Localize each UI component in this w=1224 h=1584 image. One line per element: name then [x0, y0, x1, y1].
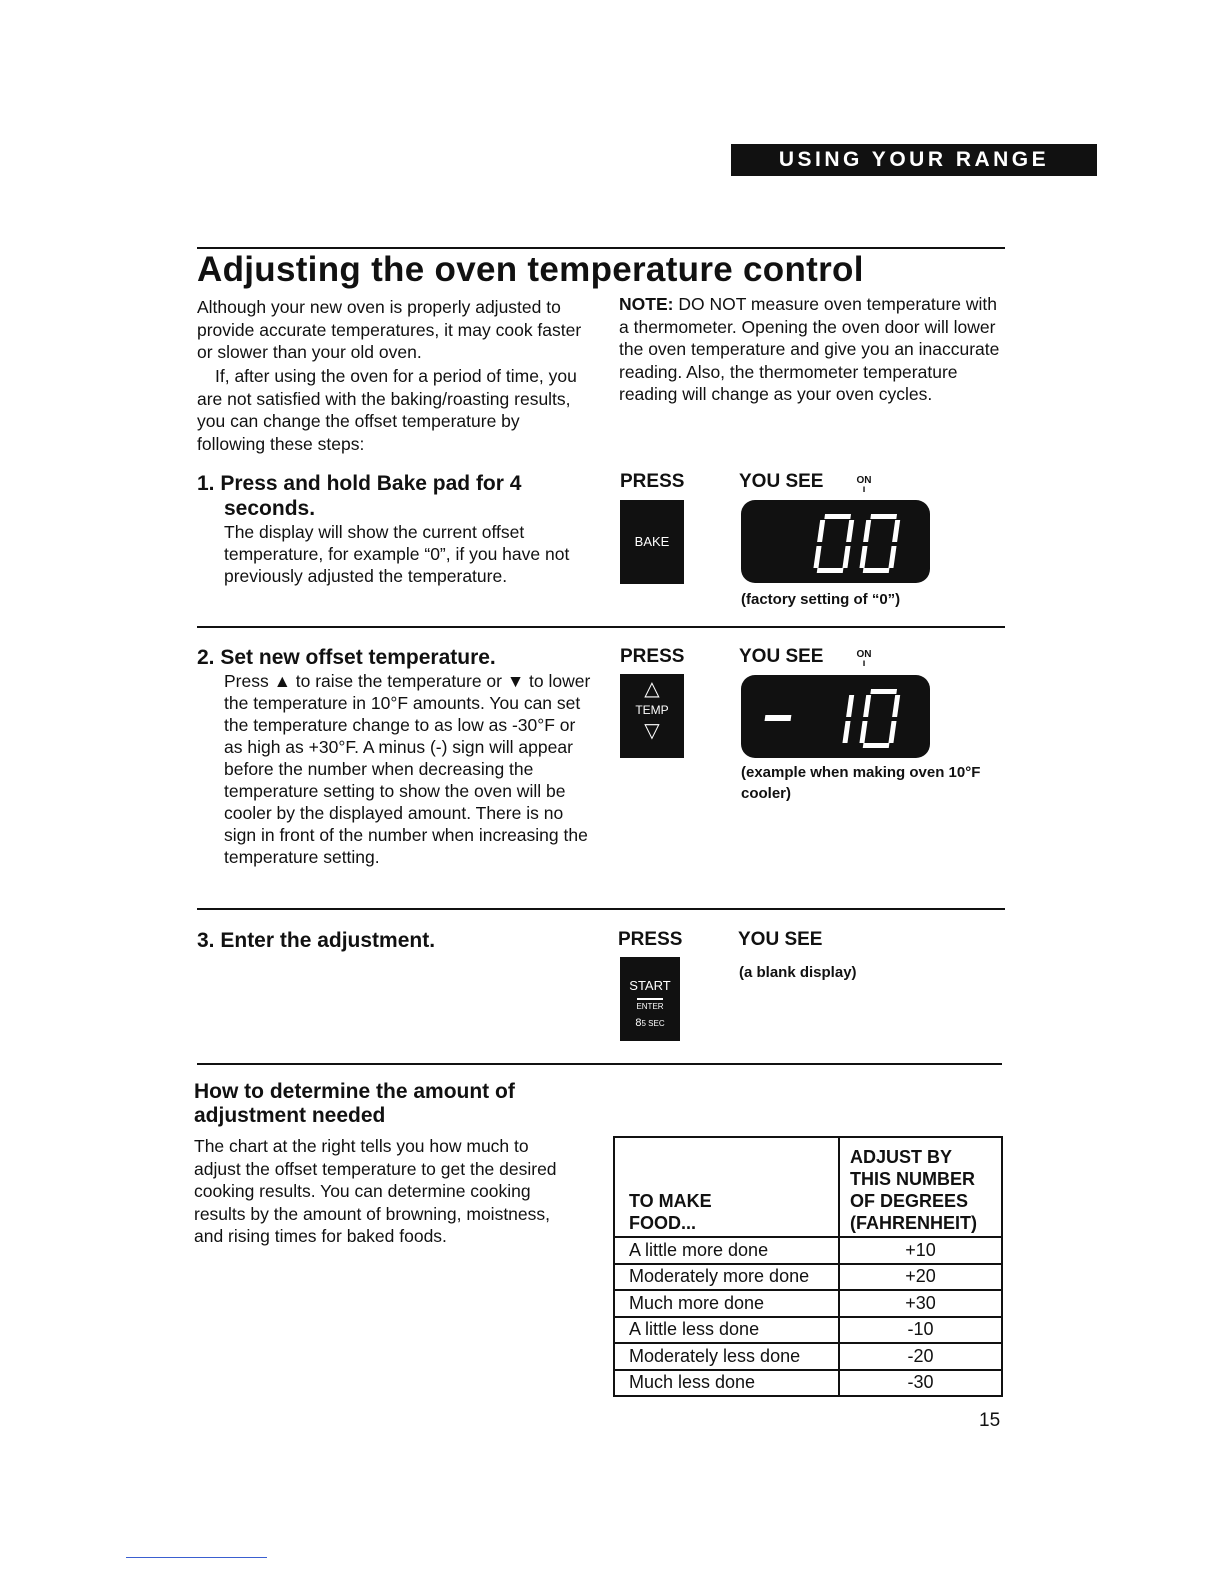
step-3-yousee-label: YOU SEE: [738, 929, 823, 950]
table-cell-food: Much less done: [614, 1370, 839, 1397]
lcd-digits-00: [741, 500, 930, 583]
table-cell-degrees: +20: [839, 1264, 1002, 1291]
start-enter-pad-button[interactable]: [620, 957, 680, 1041]
note-text: DO NOT measure oven temperature with a thermometer. Opening the oven door will lower the oven temperature and give you an inaccurate reading. Also, the thermometer temperature reading will change as your oven cycles.: [619, 294, 1000, 404]
step-2-title-text: Set new offset temperature.: [220, 646, 496, 669]
note-label: NOTE:: [619, 294, 674, 314]
how-to-heading: How to determine the amount of adjustment needed: [194, 1080, 515, 1127]
table-cell-degrees: +10: [839, 1237, 1002, 1264]
title-rule: [197, 247, 1005, 249]
table-cell-degrees: -30: [839, 1370, 1002, 1397]
table-row: [614, 1317, 1002, 1344]
table-row: [614, 1237, 1002, 1264]
step-3-number: 3.: [197, 929, 215, 952]
adjustment-table-wrapper: [613, 1136, 1003, 1397]
adjustment-table: [613, 1136, 1003, 1397]
note-paragraph: [619, 293, 1009, 406]
footer-line: [126, 1557, 267, 1558]
table-row: [614, 1264, 1002, 1291]
timer-row: [620, 1016, 680, 1031]
header-food-line-1: TO MAKE: [629, 1191, 712, 1211]
table-cell-food: A little less done: [614, 1317, 839, 1344]
temp-down-arrow-icon[interactable]: ▽: [644, 720, 660, 742]
step-2-press-label: PRESS: [620, 646, 685, 667]
table-cell-food: Moderately more done: [614, 1264, 839, 1291]
table-cell-food: Much more done: [614, 1290, 839, 1317]
how-to-body: The chart at the right tells you how much to adjust the offset temperature to get the desired cooking results. You can determine cooking results by the amount of browning, moistness, and rising times for baked foods.: [194, 1136, 557, 1246]
lcd-digits-minus-10: [741, 675, 930, 758]
page-number: 15: [979, 1410, 1001, 1431]
temp-up-arrow-icon[interactable]: △: [644, 678, 660, 700]
step-1-caption: (factory setting of “0”): [741, 591, 901, 608]
table-header-adjust: [839, 1137, 1002, 1237]
step-2-number: 2.: [197, 646, 215, 669]
step-1-description: The display will show the current offset temperature, for example “0”, if you have not previously adjusted the temperature.: [224, 522, 570, 586]
step-2-title: [197, 645, 597, 670]
divider-1: [197, 626, 1005, 628]
step-3-title-text: Enter the adjustment.: [220, 929, 436, 952]
header-adjust-line-1: ADJUST BY: [850, 1147, 953, 1167]
start-pad-divider: [637, 998, 663, 1000]
section-banner: USING YOUR RANGE: [731, 144, 1097, 176]
divider-2: [197, 908, 1005, 910]
table-cell-degrees: +30: [839, 1290, 1002, 1317]
table-cell-food: Moderately less done: [614, 1343, 839, 1370]
timer-label: 5 SEC: [641, 1019, 665, 1028]
step-1-number: 1.: [197, 472, 215, 495]
table-row: [614, 1290, 1002, 1317]
table-cell-degrees: -20: [839, 1343, 1002, 1370]
step-3-caption: (a blank display): [739, 964, 857, 981]
temp-pad: [620, 674, 684, 758]
table-header-row: [614, 1137, 1002, 1237]
temp-pad-label: TEMP: [635, 703, 669, 717]
step-2-description: Press ▲ to raise the temperature or ▼ to lower the temperature in 10°F amounts. You can set the temperature change to as low as -30°F or as high as +30°F. A minus (-) sign will appear before the number when decreasing the temperature setting to show the oven will be cooler by the displayed amount. There is no sign in front of the number when increasing the temperature setting.: [224, 671, 591, 867]
display-step-1: [741, 500, 930, 583]
intro-paragraph-1: Although your new oven is properly adjusted to provide accurate temperatures, it may cook faster or slower than your old oven.: [197, 297, 582, 362]
intro-paragraph-2: If, after using the oven for a period of time, you are not satisfied with the baking/roasting results, you can change the offset temperature by following these steps:: [197, 366, 577, 454]
step-1-yousee-label: YOU SEE: [739, 471, 824, 492]
header-adjust-line-2: THIS NUMBER: [850, 1169, 975, 1189]
step-1-title: [197, 471, 587, 521]
bake-pad-button[interactable]: BAKE: [620, 500, 684, 584]
enter-pad-label: ENTER: [636, 1002, 664, 1011]
table-cell-degrees: -10: [839, 1317, 1002, 1344]
timer-icon: 8: [635, 1017, 642, 1029]
header-food-line-2: FOOD...: [629, 1213, 696, 1233]
step-2-on-indicator: ON ı: [856, 649, 872, 669]
step-3-title: [197, 928, 597, 953]
page-title: Adjusting the oven temperature control: [197, 250, 864, 289]
header-adjust-line-3: OF DEGREES: [850, 1191, 969, 1211]
step-2-on-text: ON: [856, 649, 872, 660]
step-2-caption: (example when making oven 10°F cooler): [741, 764, 981, 802]
divider-3: [197, 1063, 1002, 1065]
step-2-yousee-label: YOU SEE: [739, 646, 824, 667]
table-cell-food: A little more done: [614, 1237, 839, 1264]
start-pad-label: START: [629, 978, 671, 993]
step-1-title-text: Press and hold Bake pad for 4 seconds.: [220, 472, 522, 520]
table-row: [614, 1370, 1002, 1397]
header-adjust-line-4: (FAHRENHEIT): [850, 1213, 977, 1233]
table-row: [614, 1343, 1002, 1370]
step-1-on-text: ON: [856, 475, 872, 486]
step-3-press-label: PRESS: [618, 929, 683, 950]
table-header-food: [614, 1137, 839, 1237]
step-1-press-label: PRESS: [620, 471, 685, 492]
step-1-on-indicator: ON ı: [856, 475, 872, 495]
display-step-2: [741, 675, 930, 758]
